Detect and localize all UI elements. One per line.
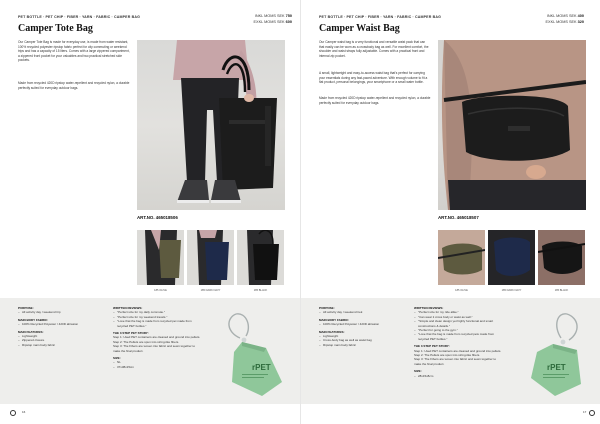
thumb-dark-navy[interactable] — [488, 230, 535, 285]
price-incl-vat: 750 — [285, 14, 292, 18]
spec-column-left: PURPOSE: – All activity day / weekend trip MAIN BODY FABRIC: – 100% Recycled Polyester / 420D abrasion MAIN FEATURES: – Lightweight – Zippered closure – Ripstop main body fabric — [18, 306, 96, 347]
price-block: INKL MOMS SEK 400 EXKL MOMS SEK 320 — [545, 14, 584, 24]
thumb-label: 185 BLACK — [554, 289, 569, 292]
thumb-label: 185 BLACK — [253, 289, 268, 292]
thumb-label: 185 DARK NAVY — [501, 289, 522, 292]
thumb-label: 185 OLIVE — [455, 289, 468, 292]
page-number: 17 — [583, 410, 587, 414]
svg-text:rPET: rPET — [547, 363, 566, 372]
spec-column-right: WRITTEN REVIEWS: – "Perfect size for my ride alike." – "Can wear it cross body or waist as well." – "Simple and clean design yet highly functional and smart constructions & details." – "Perfect for going to the gym." – "Love that the bag is made from recycled pets made from recycled PET bottles." THE 3 STEP PET STORY: Step 1: Used PET containers are cleaned and ground into pellets. Step 2: The Pellets are spun into string-like fibers. Step 3: The Fibers are woven into fabric and sewn together to make the final product. SIZE: – 28x15x8cm — [414, 306, 502, 378]
logo-mark-icon — [589, 410, 595, 416]
breadcrumb: PET BOTTLE · PET CHIP · FIBER · YARN · FABRIC · CAMPER BAG — [18, 15, 141, 19]
product-material-note: Made from recycled 420D ripstop water-repellent and recycled nylon, a durable perfectly suited for everyday outdoor bags. — [18, 81, 130, 90]
page-number: 16 — [22, 410, 26, 414]
svg-text:rPET: rPET — [252, 363, 271, 372]
price-excl-vat: 320 — [577, 19, 584, 24]
product-description: Our Camper waist bag is a very functional and versatile waist pack that can that easily can be worn as a crossbody bag as well. For excellent comfort, the shoulder and waist straps fully adjustable. Comes with a practical front and internal zip pocket. — [319, 40, 429, 58]
hero-photo-tote — [137, 40, 285, 210]
thumb-black[interactable] — [538, 230, 585, 285]
article-number: ART.NO. 465018506 — [137, 215, 178, 220]
thumb-black[interactable] — [237, 230, 284, 285]
product-usage-note: A small, lightweight and easy-to-access waist bag that's perfect for carrying your essentials during any fast-paced adventure. With enough volume to fit a flat product, personal belongings, your smartphone or a small water bottle. — [319, 71, 428, 85]
price-excl-vat: 600 — [285, 19, 292, 24]
thumb-dark-navy[interactable] — [187, 230, 234, 285]
thumb-label: 185 DARK NAVY — [200, 289, 221, 292]
product-description: Our Camper Tote Bag is made for everyday use, is made from water resistant, 100% recycled polyester ripstop fabric perfect for city commuting or weekend trips and has a capacity of 15 liters. Comes with a large zippered compartment, a zippered front pocket for your valuables and two practical stretched side pockets. — [18, 40, 130, 63]
logo-mark-icon — [10, 410, 16, 416]
spec-column-left: PURPOSE: – All activity day / weekend trek MAIN BODY FABRIC: – 100% Recycled Polyester / 420D abrasion MAIN FEATURES: – Lightweight – Cross-body bag as well as waist bag – Ripstop main body fabric — [319, 306, 397, 347]
rpet-hang-tag — [523, 312, 589, 398]
breadcrumb: PET BOTTLE · PET CHIP · FIBER · YARN · FABRIC · CAMPER BAG — [319, 15, 442, 19]
product-material-note: Made from recycled 420D ripstop water-repellent and recycled nylon, a durable perfectly suited for everyday outdoor bags. — [319, 96, 431, 105]
hero-photo-waist-bag — [438, 40, 586, 210]
article-number: ART.NO. 465018507 — [438, 215, 479, 220]
thumb-olive[interactable] — [137, 230, 184, 285]
rpet-hang-tag — [222, 312, 288, 398]
thumb-label: 185 OLIVE — [154, 289, 167, 292]
price-incl-vat: 400 — [577, 14, 584, 18]
thumb-olive[interactable] — [438, 230, 485, 285]
product-title: Camper Waist Bag — [319, 23, 400, 34]
product-title: Camper Tote Bag — [18, 23, 93, 34]
spec-column-right: WRITTEN REVIEWS: – "Perfect size for my daily commute." – "Perfect size for my weekend travels." – "Love that the bag is made from recycled pet made from recycled PET bottles." THE 3 STEP PET STORY: Step 1: Used PET containers are cleaned and ground into pellets. Step 2: The Pellets are spun into string-like fibers. Step 3: The Fibers are woven into fabric and sewn together to make the final product. SIZE: – NL – 37x38x15cm — [113, 306, 201, 369]
spec-panel — [0, 298, 300, 404]
right-page — [300, 0, 600, 424]
spec-panel — [301, 298, 600, 404]
price-block: INKL MOMS SEK 750 EXKL MOMS SEK 600 — [253, 14, 292, 24]
